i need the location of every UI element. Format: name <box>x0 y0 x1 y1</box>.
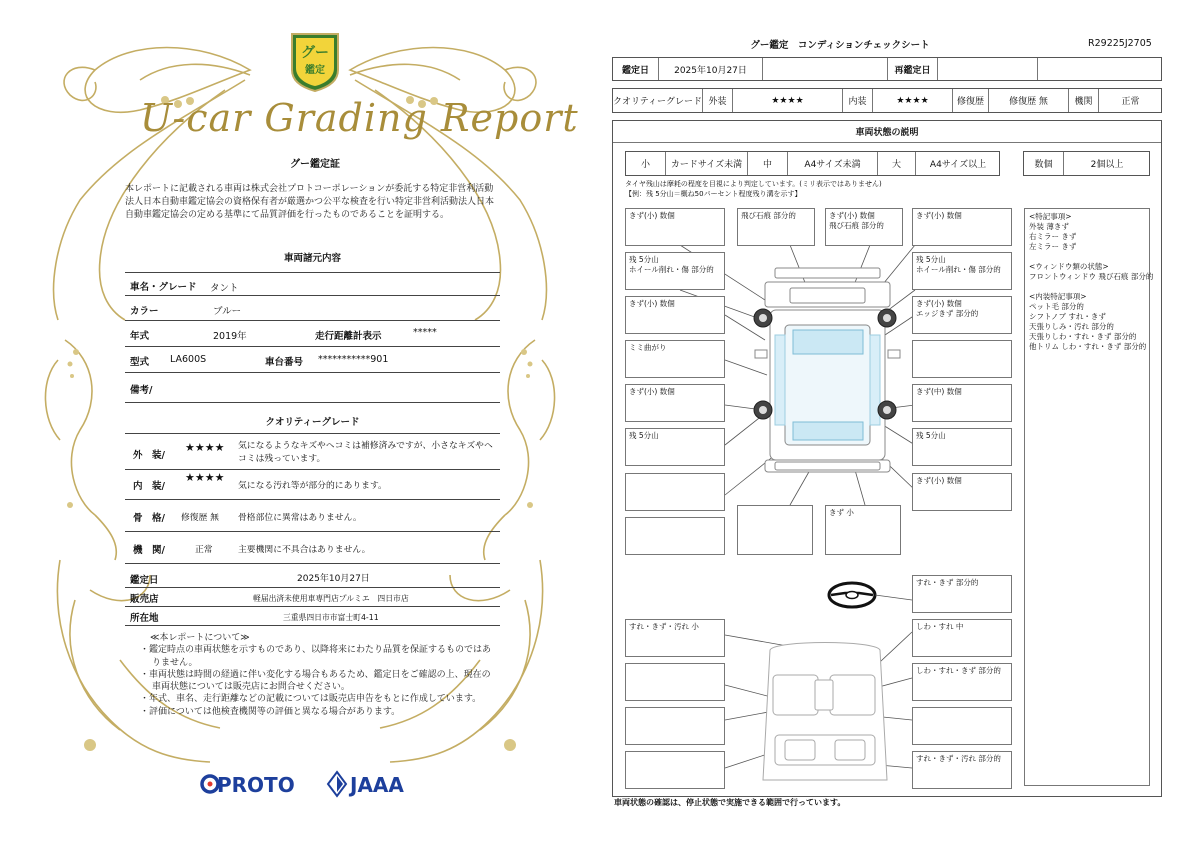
ext-stars: ★★★★ <box>733 89 843 112</box>
sheet-title: グー鑑定 コンディションチェックシート <box>750 40 930 51</box>
mileage-label: 走行距離計表示 <box>315 331 382 342</box>
inspection-date-label: 鑑定日 <box>130 575 159 586</box>
condition-box-front-seat-left <box>625 663 725 701</box>
address-value: 三重県四日市市富士町4-11 <box>283 613 379 622</box>
condition-text: きず(小) 数個 <box>916 211 962 220</box>
condition-box-front-bumper <box>825 208 903 246</box>
condition-text: きず(中) 数個 <box>916 387 962 396</box>
note-item: ・評価については他検査機関等の評価と異なる場合があります。 <box>140 706 401 717</box>
condition-text: きず(小) 数個 <box>829 211 875 220</box>
repair-label: 修復歴 <box>953 89 989 112</box>
condition-box-front-left <box>625 208 725 246</box>
interior-text: 気になる汚れ等が部分的にあります。 <box>238 481 387 491</box>
remarks-line: 右ミラー きず <box>1029 232 1077 241</box>
size-large-label: 大 <box>878 152 916 175</box>
address-label: 所在地 <box>130 613 159 624</box>
condition-text: しわ・すれ・きず 部分的 <box>916 666 1001 675</box>
frame-text: 骨格部位に異常はありません。 <box>238 513 362 523</box>
condition-box-front-right <box>912 208 1012 246</box>
remarks-line: シフトノブ すれ・きず <box>1029 312 1106 321</box>
date-value: 2025年10月27日 <box>659 58 763 80</box>
year-label: 年式 <box>130 331 150 342</box>
frame-value: 修復歴 無 <box>181 513 219 523</box>
count-legend <box>1023 151 1150 176</box>
exterior-stars: ★★★★ <box>185 441 225 454</box>
condition-box-center-console <box>912 663 1012 701</box>
spec-section-title: 車両諸元内容 <box>283 253 341 264</box>
condition-text: すれ・きず・汚れ 部分的 <box>916 754 1001 763</box>
condition-box-ceiling <box>912 751 1012 789</box>
spec-row-remarks <box>125 373 500 403</box>
condition-box-rear-right <box>912 473 1012 511</box>
condition-box-left-front-door <box>625 296 725 334</box>
size-small-label: 小 <box>626 152 666 175</box>
condition-text: きず(小) 数個 <box>916 476 962 485</box>
condition-box-steering <box>912 575 1012 613</box>
int-label: 内装 <box>843 89 873 112</box>
svg-text:鑑定: 鑑定 <box>305 65 325 76</box>
size-mid-desc: A4サイズ未満 <box>788 152 878 175</box>
report-title: U-car Grading Report <box>140 96 579 140</box>
condition-text: 残 5分山 <box>629 255 659 264</box>
special-remarks <box>1024 208 1154 786</box>
notes-title: ≪本レポートについて≫ <box>150 633 250 643</box>
proto-logo-text: PROTO <box>217 773 295 797</box>
condition-title: 車両状態の説明 <box>613 121 1161 143</box>
condition-box-rear-floor <box>625 751 725 789</box>
exterior-label: 外 装/ <box>133 450 165 461</box>
year-value: 2019年 <box>213 331 247 342</box>
spec-row-color <box>125 296 500 321</box>
color-label: カラー <box>130 306 159 317</box>
condition-text: すれ・きず・汚れ 小 <box>629 622 699 631</box>
dealer-label: 販売店 <box>130 594 159 605</box>
color-value: ブルー <box>213 306 242 317</box>
quality-section-title: クオリティーグレード <box>265 417 360 428</box>
remarks-label: 備考/ <box>130 385 153 396</box>
engine-label: 機 関/ <box>133 545 165 556</box>
tire-note-line-2: 【例：残 5分山＝概ね50パーセント程度残り溝を示す】 <box>625 189 802 198</box>
count-label: 数個 <box>1024 152 1064 175</box>
chassis-value: ***********901 <box>318 354 389 365</box>
inspection-row-dealer <box>125 588 500 607</box>
spec-row-name <box>125 272 500 296</box>
condition-text: ホイール削れ・傷 部分的 <box>916 265 1001 274</box>
date-row <box>612 57 1162 81</box>
goo-appraisal-badge-icon <box>286 30 344 92</box>
condition-box-rear-left <box>625 473 725 511</box>
remarks-line: <内装特記事項> <box>1029 292 1087 301</box>
engine-text: 主要機関に不具合はありません。 <box>238 545 371 555</box>
interior-stars: ★★★★ <box>185 471 225 484</box>
condition-text: 飛び石痕 部分的 <box>741 211 796 220</box>
inspection-row-address <box>125 607 500 626</box>
quality-row-frame <box>125 500 500 532</box>
steering-wheel-icon <box>829 583 875 607</box>
condition-text: ミミ曲がり <box>629 343 667 352</box>
condition-text: 飛び石痕 部分的 <box>829 221 884 230</box>
condition-box-rear-gate <box>737 505 813 555</box>
condition-box-right-front-tire <box>912 252 1012 290</box>
condition-text: 残 5分山 <box>916 255 946 264</box>
qg-label: クオリティーグレード <box>613 89 703 112</box>
condition-box-left-rear-tire <box>625 428 725 466</box>
condition-text: すれ・きず 部分的 <box>916 578 979 587</box>
note-item: ・鑑定時点の車両状態を示すものであり、以降将来にわたり品質を保証するものではありません。 <box>140 645 492 668</box>
condition-box-rear-left-lower <box>625 517 725 555</box>
exterior-text: 気になるようなキズやヘコミは補修済みですが、小さなキズやヘコミは残っています。 <box>238 441 493 464</box>
sheet-code: R29225J2705 <box>1088 38 1152 49</box>
jaaa-logo-icon <box>326 770 348 798</box>
remarks-line: 他トリム しわ・すれ・きず 部分的 <box>1029 342 1147 351</box>
quality-row-engine <box>125 532 500 564</box>
size-mid-label: 中 <box>748 152 788 175</box>
frame-label: 骨 格/ <box>133 513 165 524</box>
date-label: 鑑定日 <box>613 58 659 80</box>
quality-row-interior <box>125 470 500 500</box>
size-small-desc: カードサイズ未満 <box>666 152 748 175</box>
model-label: 型式 <box>130 357 150 368</box>
remarks-line <box>1029 282 1145 292</box>
condition-text: きず 小 <box>829 508 854 517</box>
reinspect-label: 再鑑定日 <box>888 58 938 80</box>
repair-value: 修復歴 無 <box>989 89 1069 112</box>
name-label: 車名・グレード <box>130 282 197 293</box>
ext-label: 外装 <box>703 89 733 112</box>
condition-box-left-front-tire <box>625 252 725 290</box>
remarks-line: フロントウィンドウ 飛び石痕 部分的 <box>1029 272 1154 281</box>
remarks-line: 天張りしわ・すれ・きず 部分的 <box>1029 332 1137 341</box>
mileage-value: ***** <box>413 327 437 338</box>
footer-note: 車両状態の確認は、停止状態で実施できる範囲で行っています。 <box>614 798 846 807</box>
condition-text: きず(小) 数個 <box>629 211 675 220</box>
condition-box-rear-seat-right <box>912 707 1012 745</box>
condition-text: しわ・すれ 中 <box>916 622 964 631</box>
condition-text: エッジきず 部分的 <box>916 309 979 318</box>
remarks-line <box>1029 252 1145 262</box>
remarks-line: 左ミラー きず <box>1029 242 1077 251</box>
name-value: タント <box>210 283 239 294</box>
condition-box-left-rear-door <box>625 340 725 378</box>
remarks-line: <ウィンドウ類の状態> <box>1029 262 1109 271</box>
remarks-line: ペット毛 部分的 <box>1029 302 1084 311</box>
dealer-value: 軽届出済未使用車専門店プルミエ 四日市店 <box>253 594 409 603</box>
engine-value: 正常 <box>195 545 213 555</box>
condition-box-front-windshield <box>737 208 815 246</box>
size-legend <box>625 151 1000 176</box>
report-notes <box>140 632 495 718</box>
spec-row-year <box>125 321 500 347</box>
tire-note <box>625 180 882 199</box>
svg-text:グー: グー <box>301 45 329 61</box>
spec-row-model <box>125 347 500 373</box>
condition-box-right-front-door <box>912 296 1012 334</box>
jaaa-logo-text: JAAA <box>350 773 404 797</box>
condition-text: 残 5分山 <box>629 431 659 440</box>
certificate-body: 本レポートに記載される車両は株式会社プロトコーポレーションが委託する特定非営利活動法人日本自動車鑑定協会の資格保有者が厳選かつ公平な検査を行い特定非営利活動法人日本自動車鑑定協会の定める基準にて品質評価を行ったものであることを証明する。 <box>125 184 495 220</box>
condition-box-rear-bumper <box>825 505 901 555</box>
condition-box-right-rear-tire <box>912 428 1012 466</box>
condition-text: きず(小) 数個 <box>629 387 675 396</box>
condition-text: きず(小) 数個 <box>916 299 962 308</box>
condition-box-right-quarter <box>912 384 1012 422</box>
quality-row-exterior <box>125 433 500 470</box>
condition-text: ホイール削れ・傷 部分的 <box>629 265 714 274</box>
note-item: ・車両状態は時間の経過に伴い変化する場合もあるため、鑑定日をご確認の上、現在の車両状態については販売店にお問合せください。 <box>140 669 491 693</box>
condition-text: きず(小) 数個 <box>629 299 675 308</box>
reinspect-blank <box>1038 58 1162 80</box>
note-item: ・年式、車名、走行距離などの記載については販売店申告をもとに作成しています。 <box>140 694 482 705</box>
remarks-line: <特記事項> <box>1029 212 1072 221</box>
int-stars: ★★★★ <box>873 89 953 112</box>
condition-text: 残 5分山 <box>916 431 946 440</box>
condition-box-front-seat-right <box>912 619 1012 657</box>
inspection-row-date <box>125 568 500 588</box>
count-desc: 2個以上 <box>1090 160 1124 170</box>
condition-box-left-quarter <box>625 384 725 422</box>
engine-label: 機関 <box>1069 89 1099 112</box>
date-blank <box>763 58 888 80</box>
model-value: LA600S <box>170 354 207 365</box>
remarks-line: 天張りしみ・汚れ 部分的 <box>1029 322 1114 331</box>
reinspect-value <box>938 58 1038 80</box>
tire-note-line-1: タイヤ残山は摩耗の程度を目視により判定しています。(ミリ表示ではありません) <box>625 180 882 188</box>
quality-grade-row <box>612 88 1162 113</box>
chassis-label: 車台番号 <box>265 357 304 368</box>
inspection-date-value: 2025年10月27日 <box>297 574 370 584</box>
condition-box-dashboard <box>625 619 725 657</box>
certificate-title: グー鑑定証 <box>290 159 340 170</box>
interior-label: 内 装/ <box>133 481 165 492</box>
remarks-line: 外装 薄きず <box>1029 222 1069 231</box>
size-large-desc: A4サイズ以上 <box>929 160 987 170</box>
condition-box-rear-seat-left <box>625 707 725 745</box>
condition-box-right-rear-door <box>912 340 1012 378</box>
engine-value: 正常 <box>1121 97 1140 107</box>
